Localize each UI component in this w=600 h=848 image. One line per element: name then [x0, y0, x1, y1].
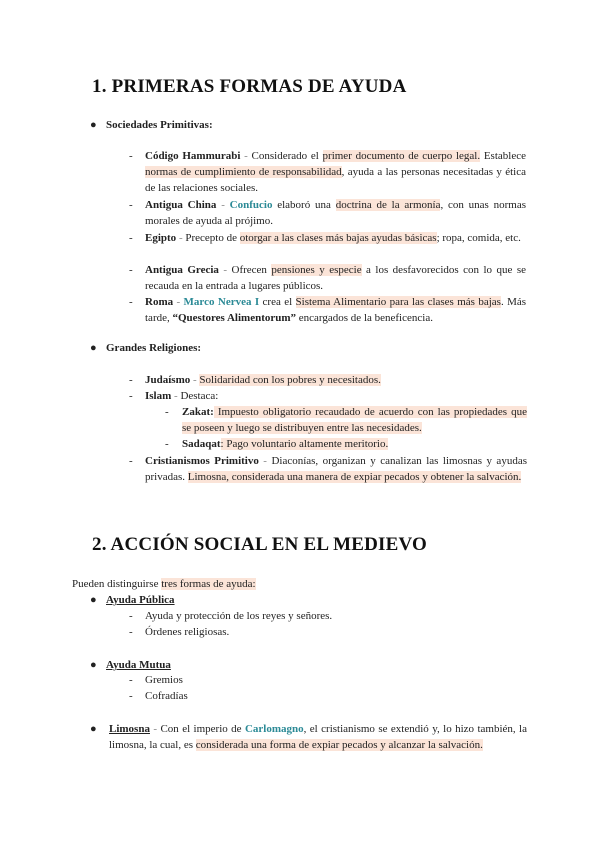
item-roma: Roma - Marco Nervea I crea el Sistema Alimentario para las clases más bajas. Más tarde, “Questores Alimentorum” encargados de la beneficencia.: [145, 296, 527, 324]
dash-icon: -: [129, 374, 133, 386]
item-zakat: Zakat: Impuesto obligatorio recaudado de acuerdo con las propiedades que se poseen y luego se distribuyen entre las necesidades.: [182, 406, 527, 434]
bullet-icon: ●: [90, 659, 97, 671]
dash-icon: -: [165, 406, 169, 418]
section1-title: 1. PRIMERAS FORMAS DE AYUDA: [92, 76, 407, 97]
dash-icon: -: [129, 296, 133, 308]
dash-icon: -: [165, 438, 169, 450]
bullet-icon: ●: [90, 723, 97, 735]
list-item: Órdenes religiosas.: [145, 626, 230, 638]
item-hammurabi: Código Hammurabi - Considerado el primer documento de cuerpo legal. Establece normas de cumplimiento de responsabilidad, ayuda a las personas necesitadas y ética de las relaciones sociales.: [145, 150, 526, 194]
item-sadaqat: Sadaqat: Pago voluntario altamente meritorio.: [182, 438, 389, 450]
section2-intro: Pueden distinguirse tres formas de ayuda:: [72, 578, 256, 590]
dash-icon: -: [129, 150, 133, 162]
dash-icon: -: [129, 232, 133, 244]
dash-icon: -: [129, 674, 133, 686]
item-egipto: Egipto - Precepto de otorgar a las clases más bajas ayudas básicas; ropa, comida, etc.: [145, 232, 521, 244]
list-item: Cofradías: [145, 690, 188, 702]
dash-icon: -: [129, 690, 133, 702]
dash-icon: -: [129, 610, 133, 622]
dash-icon: -: [129, 199, 133, 211]
dash-icon: -: [129, 455, 133, 467]
item-judaismo: Judaísmo - Solidaridad con los pobres y necesitados.: [145, 374, 381, 386]
primitivas-heading: ● Sociedades Primitivas:: [90, 119, 213, 131]
dash-icon: -: [129, 626, 133, 638]
dash-icon: -: [129, 390, 133, 402]
item-grecia: Antigua Grecia - Ofrecen pensiones y especie a los desfavorecidos con lo que se recauda en la entrada a lugares públicos.: [145, 264, 526, 292]
list-item: Gremios: [145, 674, 183, 686]
publica-heading: ● Ayuda Pública: [90, 594, 175, 606]
item-china: Antigua China - Confucio elaboró una doctrina de la armonía, con unas normas morales de ayuda al prójimo.: [145, 199, 526, 227]
bullet-icon: ●: [90, 594, 97, 606]
bullet-icon: ●: [90, 119, 97, 131]
dash-icon: -: [129, 264, 133, 276]
item-islam: Islam - Destaca:: [145, 390, 219, 402]
section2-title: 2. ACCIÓN SOCIAL EN EL MEDIEVO: [92, 534, 428, 555]
list-item: Ayuda y protección de los reyes y señores.: [145, 610, 333, 622]
bullet-icon: ●: [90, 342, 97, 354]
item-cristianismo: Cristianismos Primitivo - Diaconías, organizan y canalizan las limosnas y ayudas privadas. Limosna, considerada una manera de expiar pecados y obtener la salvación.: [145, 455, 527, 483]
item-limosna: Limosna - Con el imperio de Carlomagno, el cristianismo se extendió y, lo hizo también, la limosna, la cual, es considerada una forma de expiar pecados y alcanzar la salvación.: [109, 723, 527, 751]
mutua-heading: ● Ayuda Mutua: [90, 659, 171, 671]
religiones-heading: ● Grandes Religiones:: [90, 342, 202, 354]
